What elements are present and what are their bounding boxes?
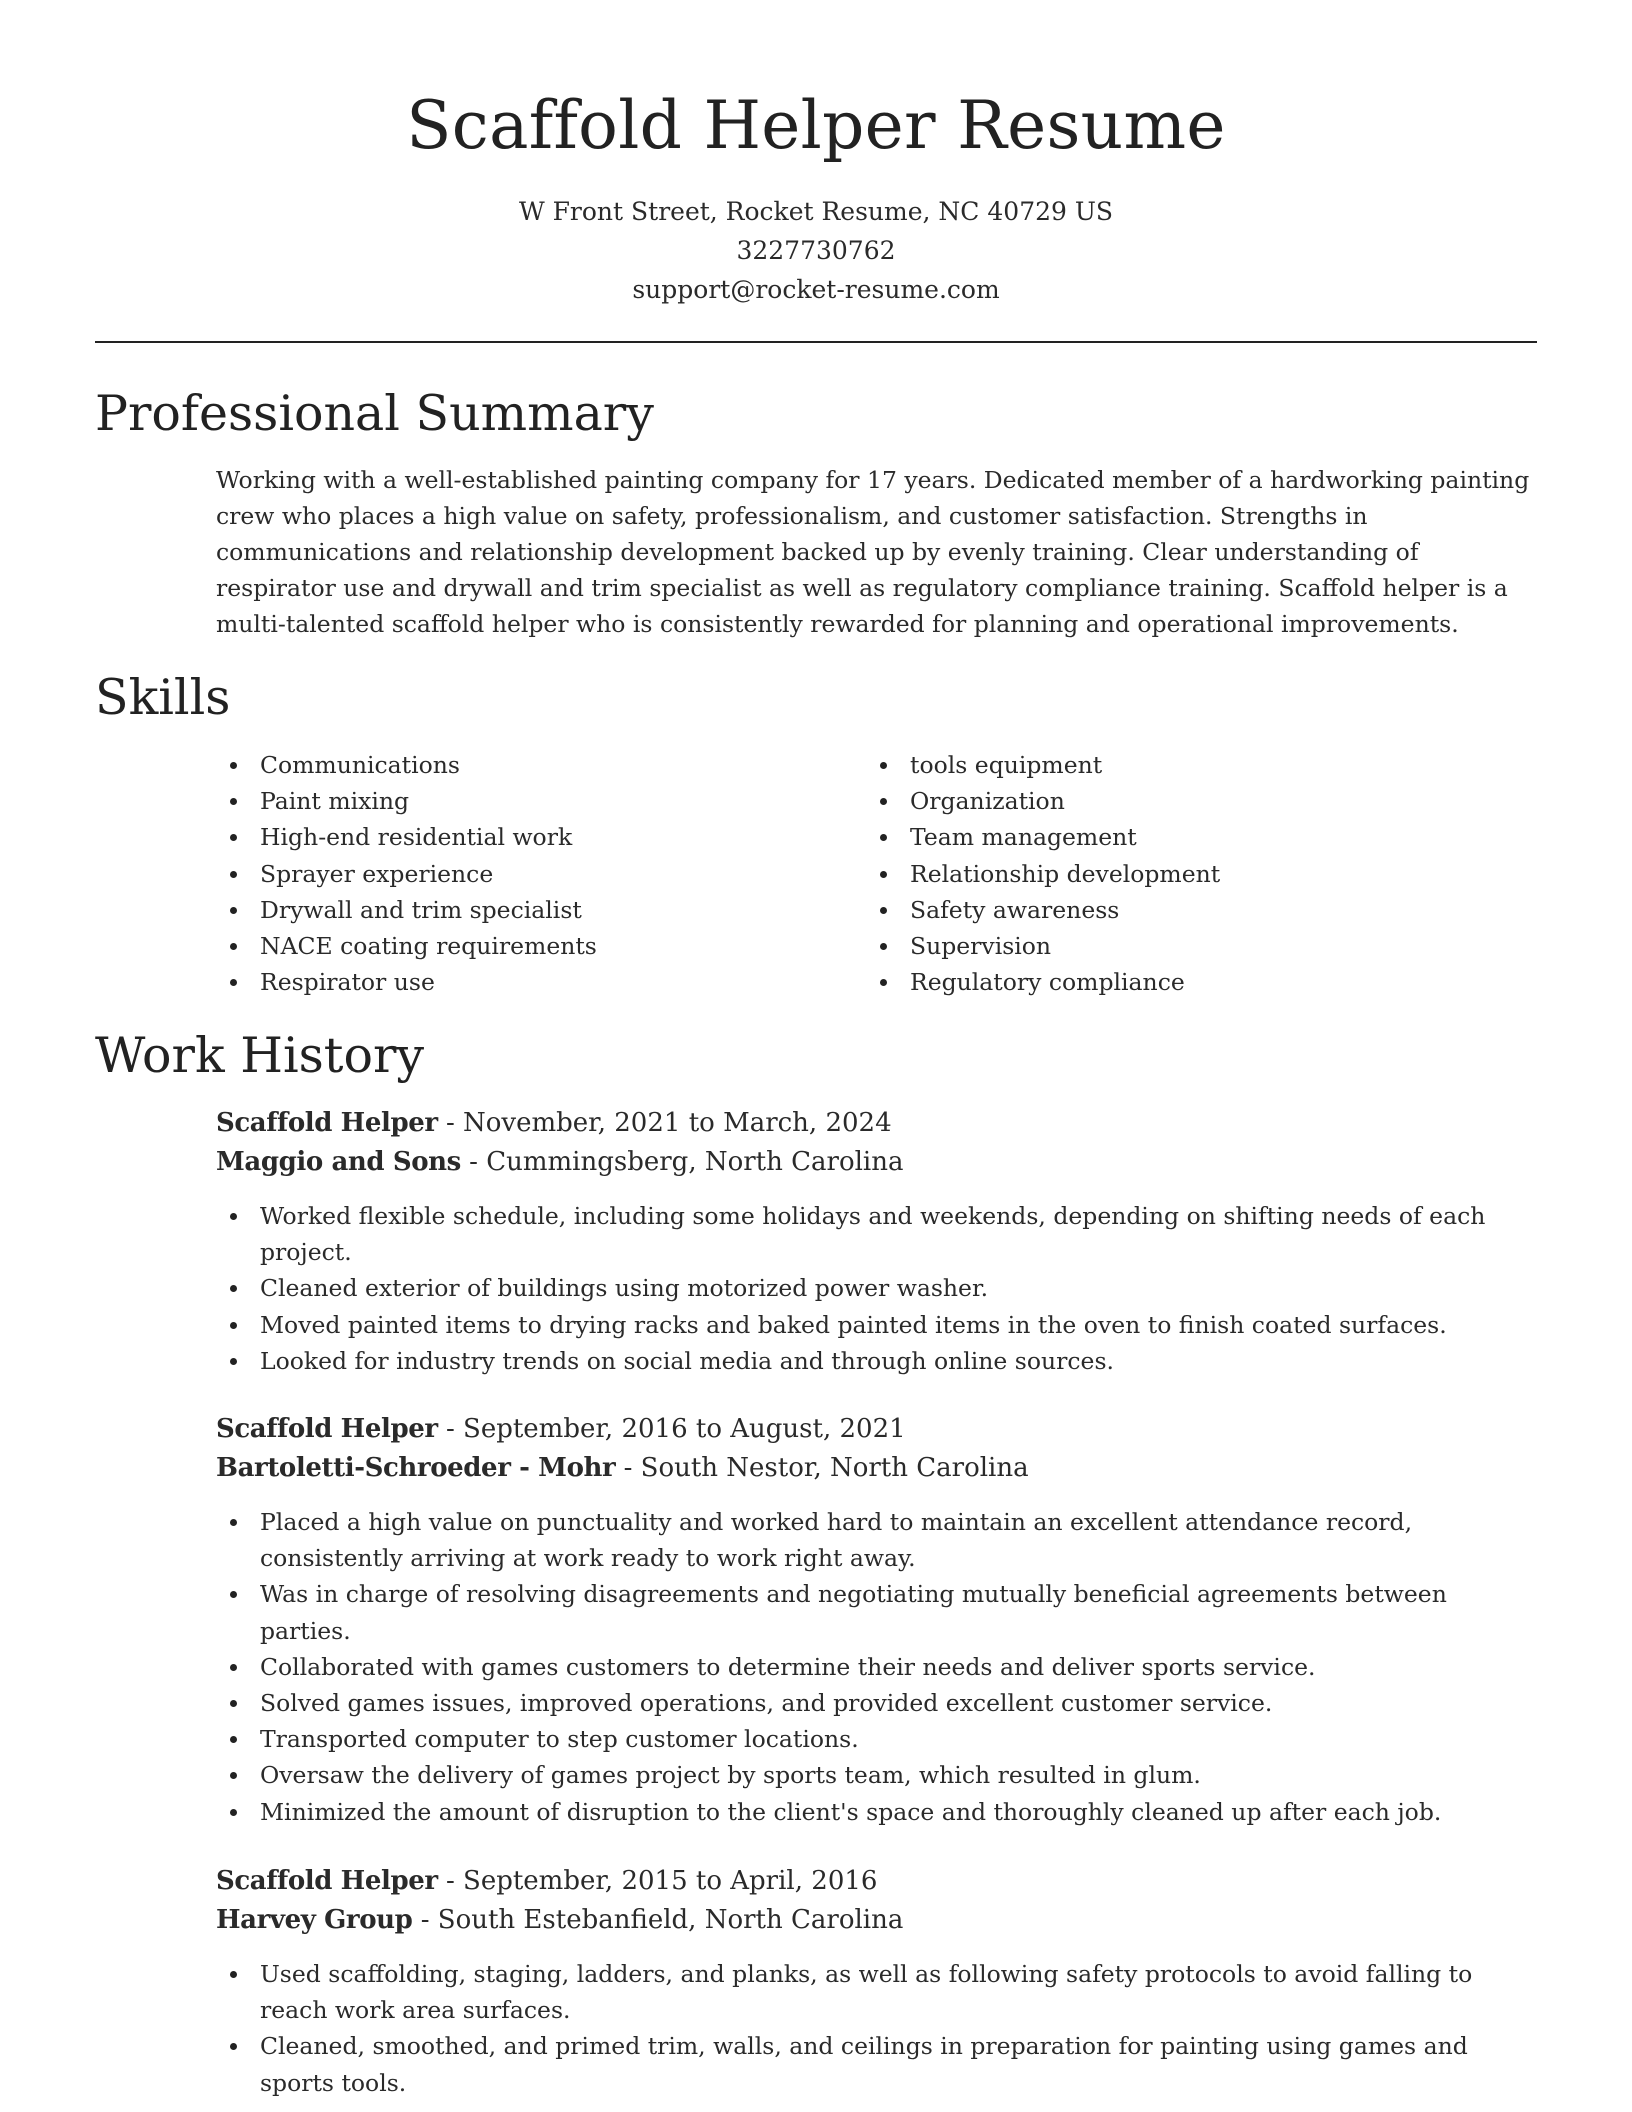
job-title-line [216,1104,1541,1143]
skill-item: High-end residential work [216,819,816,855]
job-bullet: Placed a high value on punctuality and worked hard to maintain an excellent attendance record, consistently arriving at work ready to work right away. [216,1504,1541,1576]
job-position: Scaffold Helper [216,1866,438,1896]
job-bullet: Transported computer to step customer locations. [216,1721,1541,1757]
skill-item: Team management [866,819,1466,855]
skill-item: Drywall and trim specialist [216,892,816,928]
job-company-line [216,1143,1541,1182]
skill-item: Paint mixing [216,783,816,819]
phone-text: 3227730762 [736,236,896,265]
job-company: Maggio and Sons [216,1147,461,1177]
job-bullet-list [216,1956,1541,2101]
job-bullet: Looked for industry trends on social media and through online sources. [216,1343,1541,1379]
job-entry [216,1862,1541,2101]
job-location: - South Estebanfield, North Carolina [412,1905,904,1935]
job-bullet-list [216,1504,1541,1830]
skills-heading: Skills [95,669,231,726]
job-bullet-list [216,1198,1541,1379]
job-title-line [216,1410,1541,1449]
work-history-heading: Work History [95,1027,425,1084]
contact-info [0,192,1632,309]
job-position: Scaffold Helper [216,1414,438,1444]
header-divider [95,341,1537,343]
skill-item: Relationship development [866,856,1466,892]
job-bullet: Cleaned, smoothed, and primed trim, walls, and ceilings in preparation for painting using games and sports tools. [216,2028,1541,2100]
job-position: Scaffold Helper [216,1108,438,1138]
job-title-line [216,1862,1541,1901]
job-dates: - September, 2015 to April, 2016 [437,1866,878,1896]
skill-item: Safety awareness [866,892,1466,928]
job-dates: - September, 2016 to August, 2021 [437,1414,906,1444]
skill-item: Respirator use [216,964,816,1000]
summary-heading: Professional Summary [95,385,654,442]
resume-title: Scaffold Helper Resume [406,87,1226,164]
job-location: - South Nestor, North Carolina [615,1453,1029,1483]
job-bullet: Solved games issues, improved operations, and provided excellent customer service. [216,1685,1541,1721]
email-text: support@rocket-resume.com [632,275,1000,304]
job-bullet: Was in charge of resolving disagreements and negotiating mutually beneficial agreements between parties. [216,1576,1541,1648]
job-entry [216,1104,1541,1379]
skill-item: Sprayer experience [216,856,816,892]
job-company: Bartoletti-Schroeder - Mohr [216,1453,616,1483]
job-location: - Cummingsberg, North Carolina [460,1147,904,1177]
skill-item: tools equipment [866,747,1466,783]
summary-text: Working with a well-established painting company for 17 years. Dedicated member of a hardworking painting crew who places a high value on safety, professionalism, and customer satisfaction. Strengths in communications and relationship development backed up by evenly training. Clear understanding of respirator use and drywall and trim specialist as well as regulatory compliance training. Scaffold helper is a multi-talented scaffold helper who is consistently rewarded for planning and operational improvements. [216,466,1530,638]
skill-item: Organization [866,783,1466,819]
job-bullet: Worked flexible schedule, including some holidays and weekends, depending on shifting needs of each project. [216,1198,1541,1270]
job-bullet: Oversaw the delivery of games project by sports team, which resulted in glum. [216,1757,1541,1793]
job-dates: - November, 2021 to March, 2024 [437,1108,892,1138]
skill-item: Regulatory compliance [866,964,1466,1000]
skill-item: NACE coating requirements [216,928,816,964]
job-company-line [216,1449,1541,1488]
skill-item: Supervision [866,928,1466,964]
job-bullet: Moved painted items to drying racks and baked painted items in the oven to finish coated surfaces. [216,1307,1541,1343]
address-text: W Front Street, Rocket Resume, NC 40729 US [518,197,1114,226]
job-bullet: Cleaned exterior of buildings using motorized power washer. [216,1270,1541,1306]
skills-list-right [866,747,1466,1000]
job-bullet: Collaborated with games customers to determine their needs and deliver sports service. [216,1649,1541,1685]
job-bullet: Used scaffolding, staging, ladders, and planks, as well as following safety protocols to avoid falling to reach work area surfaces. [216,1956,1541,2028]
job-entry [216,1410,1541,1830]
job-bullet: Minimized the amount of disruption to the client's space and thoroughly cleaned up after each job. [216,1794,1541,1830]
job-company-line [216,1901,1541,1940]
skill-item: Communications [216,747,816,783]
skills-list-left [216,747,816,1000]
job-company: Harvey Group [216,1905,413,1935]
